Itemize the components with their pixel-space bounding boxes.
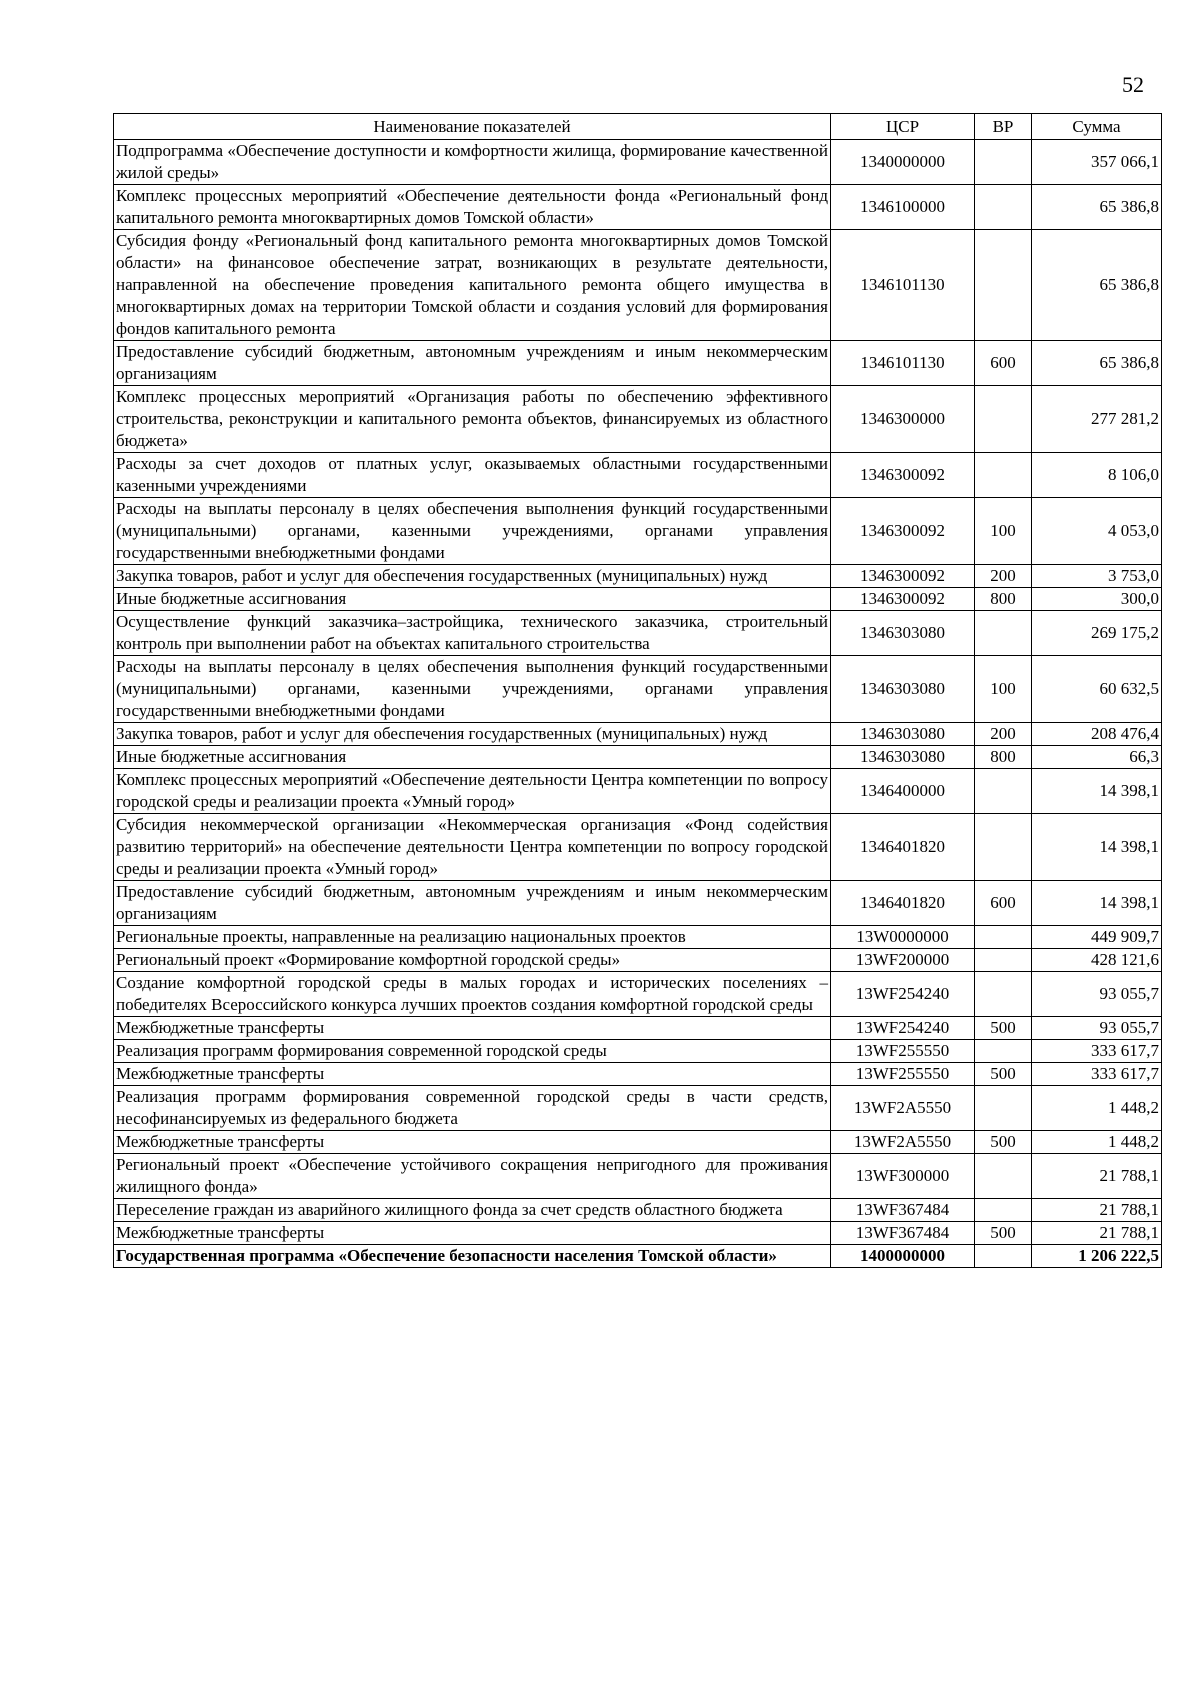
row-name: Государственная программа «Обеспечение безопасности населения Томской области» (114, 1245, 831, 1268)
row-sum: 21 788,1 (1032, 1199, 1162, 1222)
table-row (114, 746, 1162, 769)
row-sum: 3 753,0 (1032, 565, 1162, 588)
row-vr: 100 (975, 656, 1032, 723)
row-name: Расходы на выплаты персоналу в целях обеспечения выполнения функций государственными (муниципальными) органами, казенными учреждениями, органами управления государственными внебюджетными фондами (114, 656, 831, 723)
row-csr: 1400000000 (831, 1245, 975, 1268)
table-row (114, 1131, 1162, 1154)
table-row (114, 1063, 1162, 1086)
header-vr: ВР (975, 114, 1032, 140)
row-sum: 333 617,7 (1032, 1040, 1162, 1063)
row-sum: 14 398,1 (1032, 881, 1162, 926)
row-sum: 66,3 (1032, 746, 1162, 769)
row-vr: 600 (975, 881, 1032, 926)
budget-table (113, 113, 1162, 1268)
row-sum: 8 106,0 (1032, 453, 1162, 498)
table-row (114, 1086, 1162, 1131)
row-name: Создание комфортной городской среды в малых городах и исторических поселениях – победителях Всероссийского конкурса лучших проектов создания комфортной городской среды (114, 972, 831, 1017)
row-csr: 1340000000 (831, 140, 975, 185)
table-row (114, 723, 1162, 746)
row-name: Комплекс процессных мероприятий «Обеспечение деятельности фонда «Региональный фонд капитального ремонта многоквартирных домов Томской области» (114, 185, 831, 230)
row-csr: 1346300092 (831, 565, 975, 588)
row-csr: 1346300092 (831, 498, 975, 565)
row-vr (975, 1199, 1032, 1222)
row-sum: 357 066,1 (1032, 140, 1162, 185)
row-csr: 13WF255550 (831, 1040, 975, 1063)
row-csr: 13WF254240 (831, 972, 975, 1017)
table-row (114, 1040, 1162, 1063)
row-csr: 1346303080 (831, 746, 975, 769)
table-row (114, 611, 1162, 656)
row-vr (975, 926, 1032, 949)
row-csr: 13WF255550 (831, 1063, 975, 1086)
row-vr: 200 (975, 565, 1032, 588)
row-vr (975, 1154, 1032, 1199)
table-row (114, 972, 1162, 1017)
row-vr (975, 972, 1032, 1017)
table-row (114, 1017, 1162, 1040)
row-csr: 1346300092 (831, 453, 975, 498)
row-vr: 800 (975, 588, 1032, 611)
row-name: Расходы на выплаты персоналу в целях обеспечения выполнения функций государственными (муниципальными) органами, казенными учреждениями, органами управления государственными внебюджетными фондами (114, 498, 831, 565)
row-vr: 500 (975, 1017, 1032, 1040)
row-vr (975, 1245, 1032, 1268)
row-name: Осуществление функций заказчика–застройщика, технического заказчика, строительный контроль при выполнении работ на объектах капитального строительства (114, 611, 831, 656)
row-sum: 1 448,2 (1032, 1131, 1162, 1154)
table-row (114, 565, 1162, 588)
table-row (114, 498, 1162, 565)
row-sum: 65 386,8 (1032, 185, 1162, 230)
row-vr (975, 185, 1032, 230)
row-name: Реализация программ формирования современной городской среды (114, 1040, 831, 1063)
row-csr: 13WF2A5550 (831, 1086, 975, 1131)
row-csr: 1346300000 (831, 386, 975, 453)
table-row (114, 926, 1162, 949)
row-csr: 1346401820 (831, 881, 975, 926)
row-sum: 65 386,8 (1032, 230, 1162, 341)
row-name: Закупка товаров, работ и услуг для обеспечения государственных (муниципальных) нужд (114, 565, 831, 588)
row-name: Комплекс процессных мероприятий «Обеспечение деятельности Центра компетенции по вопросу городской среды и реализации проекта «Умный город» (114, 769, 831, 814)
row-name: Межбюджетные трансферты (114, 1222, 831, 1245)
table-row (114, 814, 1162, 881)
table-row (114, 769, 1162, 814)
row-sum: 277 281,2 (1032, 386, 1162, 453)
row-sum: 14 398,1 (1032, 769, 1162, 814)
row-sum: 208 476,4 (1032, 723, 1162, 746)
row-vr (975, 949, 1032, 972)
table-row (114, 1222, 1162, 1245)
row-vr (975, 1086, 1032, 1131)
row-vr (975, 814, 1032, 881)
row-csr: 1346300092 (831, 588, 975, 611)
row-name: Межбюджетные трансферты (114, 1131, 831, 1154)
row-vr (975, 140, 1032, 185)
row-csr: 13WF300000 (831, 1154, 975, 1199)
table-row (114, 386, 1162, 453)
table-header-row (114, 114, 1162, 140)
row-sum: 93 055,7 (1032, 1017, 1162, 1040)
row-vr: 500 (975, 1063, 1032, 1086)
header-csr: ЦСР (831, 114, 975, 140)
row-csr: 1346401820 (831, 814, 975, 881)
table-row (114, 1199, 1162, 1222)
row-vr: 200 (975, 723, 1032, 746)
row-sum: 300,0 (1032, 588, 1162, 611)
row-csr: 1346303080 (831, 656, 975, 723)
row-vr (975, 611, 1032, 656)
row-csr: 1346303080 (831, 723, 975, 746)
row-name: Межбюджетные трансферты (114, 1063, 831, 1086)
header-sum: Сумма (1032, 114, 1162, 140)
row-vr: 800 (975, 746, 1032, 769)
table-row (114, 185, 1162, 230)
row-csr: 1346400000 (831, 769, 975, 814)
row-csr: 13W0000000 (831, 926, 975, 949)
row-csr: 1346101130 (831, 341, 975, 386)
row-csr: 13WF367484 (831, 1199, 975, 1222)
row-name: Закупка товаров, работ и услуг для обеспечения государственных (муниципальных) нужд (114, 723, 831, 746)
row-vr (975, 453, 1032, 498)
row-name: Иные бюджетные ассигнования (114, 588, 831, 611)
table-row (114, 453, 1162, 498)
row-sum: 14 398,1 (1032, 814, 1162, 881)
row-name: Субсидия фонду «Региональный фонд капитального ремонта многоквартирных домов Томской области» на финансовое обеспечение затрат, возникающих в результате деятельности, направленной на обеспечение проведения капитального ремонта общего имущества в многоквартирных домах на территории Томской области и создания условий для формирования фондов капитального ремонта (114, 230, 831, 341)
row-sum: 4 053,0 (1032, 498, 1162, 565)
row-vr: 100 (975, 498, 1032, 565)
row-sum: 333 617,7 (1032, 1063, 1162, 1086)
row-vr (975, 230, 1032, 341)
row-sum: 1 206 222,5 (1032, 1245, 1162, 1268)
table-row (114, 140, 1162, 185)
row-name: Межбюджетные трансферты (114, 1017, 831, 1040)
table-row (114, 341, 1162, 386)
row-sum: 21 788,1 (1032, 1222, 1162, 1245)
row-name: Подпрограмма «Обеспечение доступности и комфортности жилища, формирование качественной жилой среды» (114, 140, 831, 185)
row-csr: 13WF367484 (831, 1222, 975, 1245)
row-vr: 500 (975, 1222, 1032, 1245)
row-vr (975, 386, 1032, 453)
row-name: Региональный проект «Обеспечение устойчивого сокращения непригодного для проживания жилищного фонда» (114, 1154, 831, 1199)
header-name: Наименование показателей (114, 114, 831, 140)
row-sum: 449 909,7 (1032, 926, 1162, 949)
row-vr (975, 769, 1032, 814)
row-sum: 65 386,8 (1032, 341, 1162, 386)
row-name: Реализация программ формирования современной городской среды в части средств, несофинансируемых из федерального бюджета (114, 1086, 831, 1131)
row-name: Региональный проект «Формирование комфортной городской среды» (114, 949, 831, 972)
row-name: Субсидия некоммерческой организации «Некоммерческая организация «Фонд содействия развитию территорий» на обеспечение деятельности Центра компетенции по вопросу городской среды и реализации проекта «Умный город» (114, 814, 831, 881)
row-csr: 1346100000 (831, 185, 975, 230)
row-vr (975, 1040, 1032, 1063)
row-sum: 428 121,6 (1032, 949, 1162, 972)
row-sum: 93 055,7 (1032, 972, 1162, 1017)
row-vr: 500 (975, 1131, 1032, 1154)
table-row (114, 588, 1162, 611)
table-row (114, 949, 1162, 972)
row-name: Комплекс процессных мероприятий «Организация работы по обеспечению эффективного строительства, реконструкции и капитального ремонта объектов, финансируемых из областного бюджета» (114, 386, 831, 453)
row-name: Предоставление субсидий бюджетным, автономным учреждениям и иным некоммерческим организациям (114, 881, 831, 926)
row-vr: 600 (975, 341, 1032, 386)
row-csr: 1346303080 (831, 611, 975, 656)
row-sum: 21 788,1 (1032, 1154, 1162, 1199)
row-name: Иные бюджетные ассигнования (114, 746, 831, 769)
page-number: 52 (1122, 72, 1144, 97)
row-name: Региональные проекты, направленные на реализацию национальных проектов (114, 926, 831, 949)
row-name: Предоставление субсидий бюджетным, автономным учреждениям и иным некоммерческим организациям (114, 341, 831, 386)
row-sum: 60 632,5 (1032, 656, 1162, 723)
table-row (114, 656, 1162, 723)
row-csr: 1346101130 (831, 230, 975, 341)
row-csr: 13WF254240 (831, 1017, 975, 1040)
row-csr: 13WF2A5550 (831, 1131, 975, 1154)
row-csr: 13WF200000 (831, 949, 975, 972)
table-row (114, 1245, 1162, 1268)
row-name: Расходы за счет доходов от платных услуг, оказываемых областными государственными казенными учреждениями (114, 453, 831, 498)
table-row (114, 881, 1162, 926)
table-row (114, 230, 1162, 341)
table-row (114, 1154, 1162, 1199)
row-sum: 1 448,2 (1032, 1086, 1162, 1131)
row-sum: 269 175,2 (1032, 611, 1162, 656)
row-name: Переселение граждан из аварийного жилищного фонда за счет средств областного бюджета (114, 1199, 831, 1222)
